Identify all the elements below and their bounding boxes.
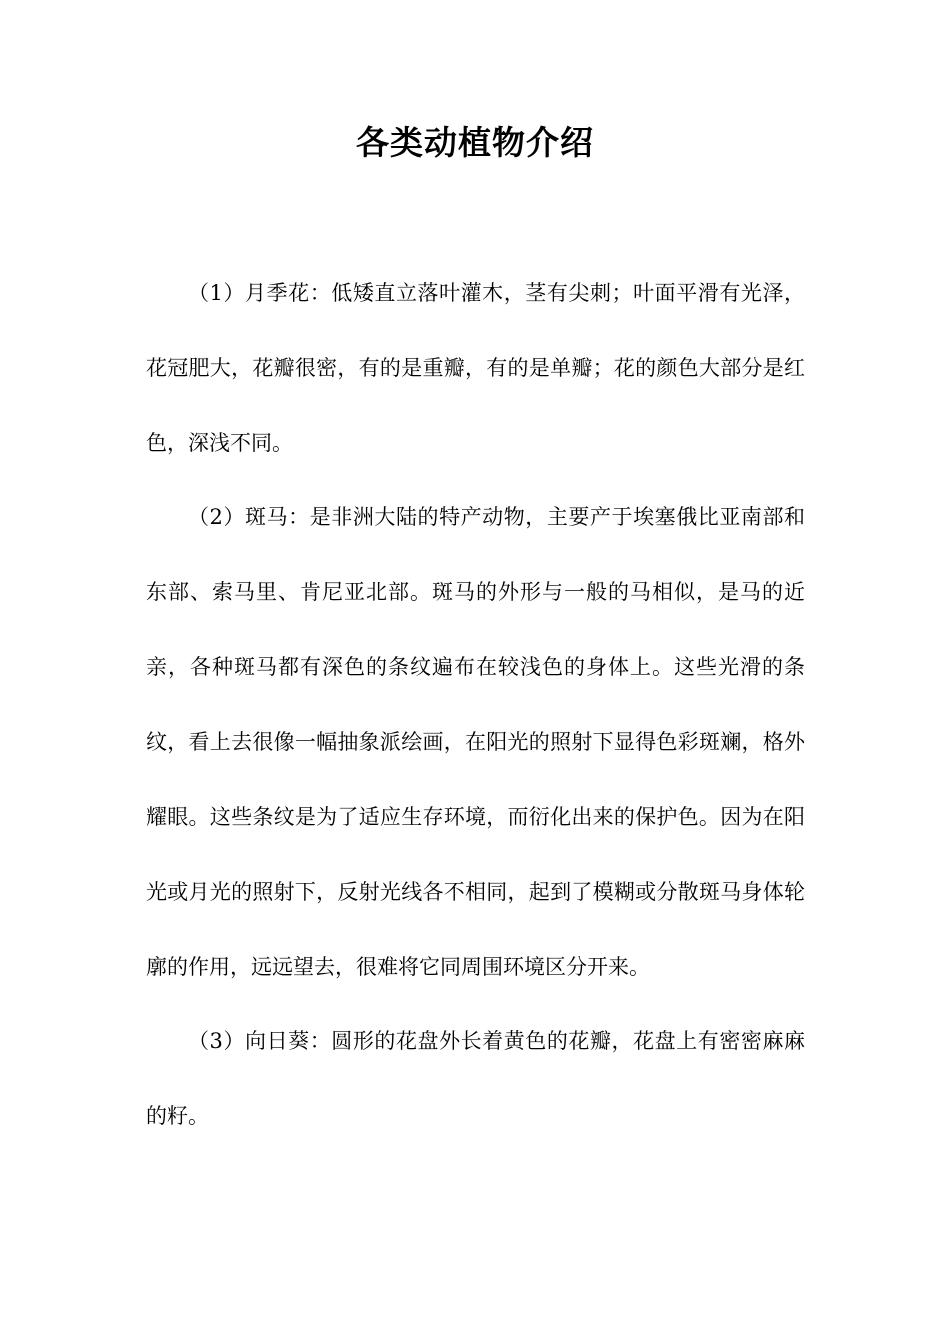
paragraph-rose: （1）月季花：低矮直立落叶灌木，茎有尖刺；叶面平滑有光泽，花冠肥大，花瓣很密，有的是重瓣，有的是单瓣；花的颜色大部分是红色，深浅不同。 xyxy=(146,281,805,455)
document-body xyxy=(146,256,805,1154)
paragraph-sunflower: （3）向日葵：圆形的花盘外长着黄色的花瓣，花盘上有密密麻麻的籽。 xyxy=(146,1029,805,1128)
document-title: 各类动植物介绍 xyxy=(356,123,594,162)
paragraph-zebra: （2）斑马：是非洲大陆的特产动物，主要产于埃塞俄比亚南部和东部、索马里、肯尼亚北部。斑马的外形与一般的马相似，是马的近亲，各种斑马都有深色的条纹遍布在较浅色的身体上。这些光滑的条纹，看上去很像一幅抽象派绘画，在阳光的照射下显得色彩斑斓，格外耀眼。这些条纹是为了适应生存环境，而衍化出来的保护色。因为在阳光或月光的照射下，反射光线各不相同，起到了模糊或分散斑马身体轮廓的作用，远远望去，很难将它同周围环境区分开来。 xyxy=(146,505,805,979)
